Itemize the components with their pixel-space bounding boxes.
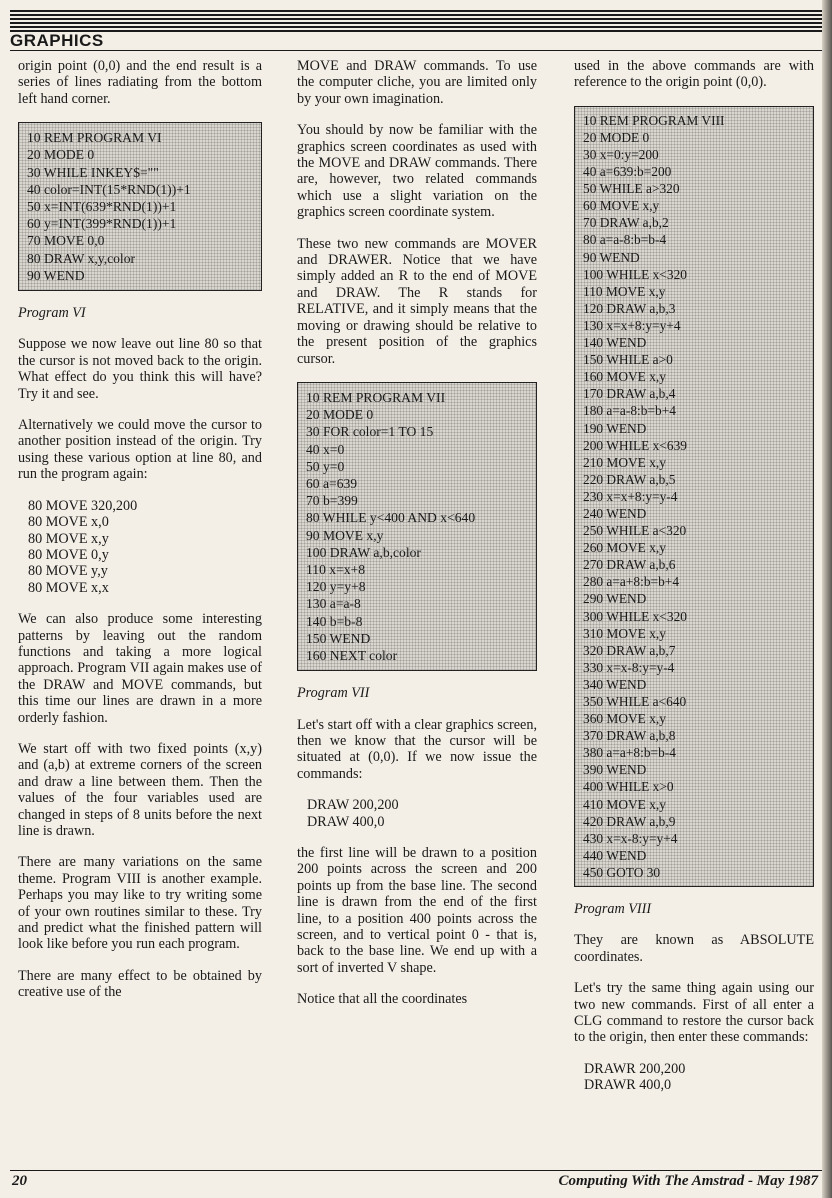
paragraph: They are known as ABSOLUTE coordinates. [574,932,814,965]
code-line: 80 MOVE 320,200 [28,497,138,514]
code-line: 170 DRAW a,b,4 [583,386,676,402]
paragraph: We start off with two fixed points (x,y) and (a,b) at extreme corners of the screen and draw a line between them. Then the values of the four variables used are changed in steps of 8 units before the next line is drawn. [18,740,262,840]
code-line: 310 MOVE x,y [583,625,666,641]
code-line: 90 WEND [27,267,85,283]
code-line: 260 MOVE x,y [583,540,666,556]
code-line: 40 x=0 [306,441,345,457]
code-line: 10 REM PROGRAM VI [27,130,162,146]
code-line: 20 MODE 0 [27,147,95,163]
header-rule [10,10,822,32]
paragraph: You should by now be familiar with the graphics screen coordinates as used with the MOVE and DRAW commands. There are, however, two related commands which use a slight variation on the graphics screen coordinate system. [297,122,537,221]
column-2 [297,58,537,1023]
paragraph: used in the above commands are with reference to the origin point (0,0). [574,58,814,91]
page-number: 20 [12,1173,27,1189]
code-line: 70 b=399 [306,493,358,509]
code-line: 370 DRAW a,b,8 [583,728,676,744]
code-line: 240 WEND [583,505,647,521]
code-line: DRAWR 200,200 [584,1060,686,1077]
code-line: 350 WHILE a<640 [583,694,687,709]
code-line: 130 x=x+8:y=y+4 [583,317,681,333]
code-line: 110 MOVE x,y [583,283,666,299]
code-line: 80 MOVE x,x [28,579,109,596]
code-line: 160 NEXT color [306,647,398,663]
paragraph: Suppose we now leave out line 80 so that the cursor is not moved back to the origin. What effect do you think this will have? Try it and see. [18,336,262,402]
code-line: 160 MOVE x,y [583,369,666,385]
paragraph: Let's start off with a clear graphics screen, then we know that the cursor will be situated at (0,0). If we now issue the commands: [297,716,537,782]
code-line: 430 x=x-8:y=y+4 [583,830,678,846]
code-line: 290 WEND [583,591,647,607]
code-line: 360 MOVE x,y [583,711,666,727]
code-line: 40 a=639:b=200 [583,164,672,180]
caption-program-8: Program VIII [574,901,652,918]
paragraph: There are many variations on the same theme. Program VIII is another example. Perhaps you may like to try writing some of your own routines similar to these. Try and predict what the finished pattern will look like before you run each program. [18,854,262,953]
code-line: 330 x=x-8:y=y-4 [583,659,675,675]
code-line: 200 WHILE x<639 [583,437,687,453]
paragraph: There are many effect to be obtained by creative use of the [18,967,262,1001]
paragraph: Notice that all the coordinates [297,991,468,1008]
code-line: 110 x=x+8 [306,561,366,577]
code-line: 50 y=0 [306,458,345,474]
code-line: 390 WEND [583,762,647,778]
title-divider [10,50,822,51]
code-line: 90 WEND [583,249,640,265]
code-line: DRAW 400,0 [307,813,385,830]
caption-program-6: Program VI [18,305,86,322]
paragraph: We can also produce some interesting patterns by leaving out the random functions and taking a more logical approach. Program VII again makes use of the DRAW and MOVE commands, but this time our lines are drawn in a more orderly fashion. [18,611,262,726]
code-line: 270 DRAW a,b,6 [583,557,676,573]
code-line: 60 y=INT(399*RND(1))+1 [27,216,177,232]
code-line: 30 x=0:y=200 [583,147,659,162]
code-line: 80 MOVE x,0 [28,514,109,531]
code-line: 30 WHILE INKEY$="" [27,164,159,180]
code-line: 80 DRAW x,y,color [27,250,136,266]
footer-divider [10,1170,822,1171]
column-1 [18,58,262,1016]
code-line: 180 a=a-8:b=b+4 [583,403,676,419]
code-line: 70 MOVE 0,0 [27,233,105,249]
code-line: 20 MODE 0 [583,129,650,145]
caption-program-7: Program VII [297,685,370,702]
code-line: 340 WEND [583,676,647,692]
code-line: 220 DRAW a,b,5 [583,471,676,487]
move-command-list [28,498,262,596]
code-line: DRAWR 400,0 [584,1077,672,1094]
code-line: 40 color=INT(15*RND(1))+1 [27,181,191,197]
code-line: 440 WEND [583,847,647,863]
code-line: 80 MOVE y,y [28,563,108,580]
paragraph: the first line will be drawn to a position 200 points across the screen and 200 points up from the base line. The second line is drawn from the end of the first line, to a position 400 points across the screen, and to vertical point 0 - that is, back to the base line. We end up with a sort of inverted V shape. [297,845,537,976]
code-line: 420 DRAW a,b,9 [583,813,676,829]
section-title: GRAPHICS [10,31,104,50]
code-line: 250 WHILE a<320 [583,523,687,539]
code-line: 90 MOVE x,y [306,527,384,543]
code-line: 230 x=x+8:y=y-4 [583,488,678,504]
code-listing-program-6 [18,122,262,291]
code-line: 30 FOR color=1 TO 15 [306,424,434,440]
code-listing-program-8 [574,106,814,887]
code-line: 100 DRAW a,b,color [306,544,421,560]
paragraph: origin point (0,0) and the end result is a series of lines radiating from the bottom left hand corner. [18,58,262,107]
code-line: 150 WHILE a>0 [583,352,673,368]
code-line: 80 WHILE y<400 AND x<640 [306,510,476,526]
drawr-command-list [584,1061,814,1094]
code-line: 150 WEND [306,630,371,646]
code-line: 120 DRAW a,b,3 [583,300,676,316]
code-line: 100 WHILE x<320 [583,266,687,282]
code-line: 60 a=639 [306,475,358,491]
code-line: 400 WHILE x>0 [583,779,674,795]
code-line: 300 WHILE x<320 [583,608,687,624]
code-line: DRAW 200,200 [307,797,399,814]
code-line: 280 a=a+8:b=b+4 [583,574,680,590]
page-edge-shadow [822,0,832,1198]
code-line: 380 a=a+8:b=b-4 [583,745,676,761]
code-line: 80 MOVE 0,y [28,546,109,563]
draw-command-list [307,797,537,830]
code-line: 50 x=INT(639*RND(1))+1 [27,199,177,215]
code-line: 10 REM PROGRAM VIII [583,112,725,128]
code-line: 140 b=b-8 [306,613,363,629]
code-line: 50 WHILE a>320 [583,181,680,197]
paragraph: Let's try the same thing again using our two new commands. First of all enter a CLG command to restore the cursor back to the origin, then enter these commands: [574,980,814,1046]
code-line: 320 DRAW a,b,7 [583,642,676,658]
code-line: 130 a=a-8 [306,596,361,612]
code-line: 20 MODE 0 [306,407,374,423]
code-line: 70 DRAW a,b,2 [583,215,669,231]
column-3 [574,58,814,1109]
code-line: 190 WEND [583,420,647,436]
code-line: 80 a=a-8:b=b-4 [583,232,667,248]
paragraph: MOVE and DRAW commands. To use the computer cliche, you are limited only by your own imagination. [297,58,537,107]
paragraph: Alternatively we could move the cursor to another position instead of the origin. Try using these various option at line 80, and run the program again: [18,417,262,483]
code-line: 80 MOVE x,y [28,530,109,547]
paragraph: These two new commands are MOVER and DRAWER. Notice that we have simply added an R to the end of MOVE and DRAW. The R stands for RELATIVE, and it simply means that the moving or drawing should be relative to the present position of the graphics cursor. [297,235,537,367]
publication-footer: Computing With The Amstrad - May 1987 [558,1173,818,1189]
code-line: 450 GOTO 30 [583,864,661,880]
code-line: 210 MOVE x,y [583,454,666,470]
code-line: 60 MOVE x,y [583,198,660,214]
code-line: 10 REM PROGRAM VII [306,389,446,405]
code-line: 410 MOVE x,y [583,796,666,812]
code-line: 140 WEND [583,335,647,351]
code-listing-program-7 [297,382,537,671]
code-line: 120 y=y+8 [306,579,366,595]
